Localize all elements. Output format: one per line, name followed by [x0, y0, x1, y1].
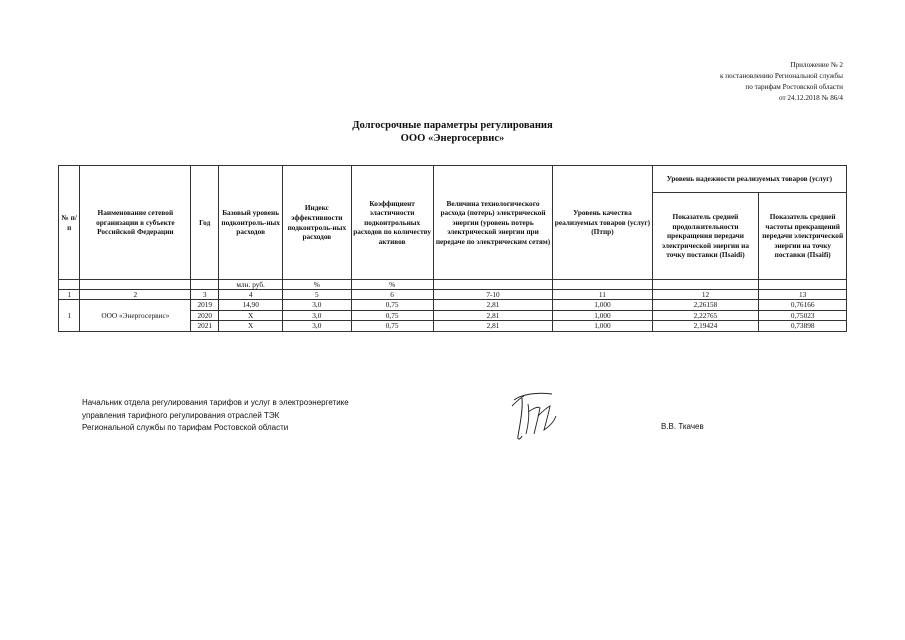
header-org: Наименование сетевой организации в субъекте Российской Федерации: [80, 166, 191, 280]
row-number: 1: [59, 300, 80, 332]
cell-saidi: 2,19424: [652, 321, 759, 332]
cell-losses: 2,81: [433, 321, 553, 332]
regulation-parameters-table: [58, 165, 847, 332]
position-line-2: управления тарифного регулирования отраслей ТЭК: [82, 410, 280, 420]
header-base-level: Базовый уровень подконтроль-ных расходов: [219, 166, 283, 280]
appendix-line-4: от 24.12.2018 № 86/4: [778, 94, 843, 102]
unit-base: млн. руб.: [219, 280, 283, 290]
cell-losses: 2,81: [433, 310, 553, 321]
cell-efficiency: 3,0: [283, 321, 351, 332]
appendix-reference: [583, 60, 843, 104]
col-number: 4: [219, 290, 283, 300]
col-number: 3: [191, 290, 219, 300]
cell-base: 14,90: [219, 300, 283, 311]
unit-efficiency: %: [283, 280, 351, 290]
cell-saifi: 0,76166: [759, 300, 847, 311]
header-saidi: Показатель средней продолжительности прекращения передачи электрической энергии на точку поставки (Пsaidi): [652, 193, 759, 280]
table-row: [59, 300, 847, 311]
cell-saidi: 2,22765: [652, 310, 759, 321]
header-quality: Уровень качества реализуемых товаров (услуг) (Птпр): [553, 166, 652, 280]
header-num: № п/п: [59, 166, 80, 280]
cell-losses: 2,81: [433, 300, 553, 311]
header-reliability: Уровень надежности реализуемых товаров (услуг): [652, 166, 846, 193]
header-year: Год: [191, 166, 219, 280]
unit-elasticity: %: [351, 280, 433, 290]
cell-year: 2021: [191, 321, 219, 332]
cell-elasticity: 0,75: [351, 310, 433, 321]
col-number: 2: [80, 290, 191, 300]
cell-efficiency: 3,0: [283, 310, 351, 321]
cell-saifi: 0,73898: [759, 321, 847, 332]
signatory-position: [82, 397, 349, 435]
appendix-line-3: по тарифам Ростовской области: [745, 83, 843, 91]
title-line-1: Долгосрочные параметры регулирования: [352, 120, 553, 131]
units-row: [59, 280, 847, 290]
cell-efficiency: 3,0: [283, 300, 351, 311]
title-line-2: ООО «Энергосервис»: [400, 133, 505, 144]
cell-saifi: 0,75023: [759, 310, 847, 321]
cell-year: 2020: [191, 310, 219, 321]
cell-quality: 1,000: [553, 310, 652, 321]
col-number: 7-10: [433, 290, 553, 300]
position-line-1: Начальник отдела регулирования тарифов и услуг в электроэнергетике: [82, 398, 349, 407]
position-line-3: Региональной службы по тарифам Ростовской области: [82, 423, 289, 432]
cell-quality: 1,000: [553, 321, 652, 332]
cell-year: 2019: [191, 300, 219, 311]
cell-elasticity: 0,75: [351, 300, 433, 311]
header-elasticity: Коэффициент эластичности подконтрольных расходов по количеству активов: [351, 166, 433, 280]
cell-elasticity: 0,75: [351, 321, 433, 332]
col-number: 11: [553, 290, 652, 300]
col-number: 1: [59, 290, 80, 300]
col-number: 12: [652, 290, 759, 300]
col-number: 6: [351, 290, 433, 300]
handwritten-signature: [508, 386, 560, 446]
header-efficiency-index: Индекс эффективности подконтроль-ных расходов: [283, 166, 351, 280]
cell-quality: 1,000: [553, 300, 652, 311]
cell-saidi: 2,26158: [652, 300, 759, 311]
column-numbers-row: [59, 290, 847, 300]
header-row-1: [59, 166, 847, 193]
organization-name: ООО «Энергосервис»: [80, 300, 191, 332]
signatory-name: В.В. Ткачев: [661, 422, 704, 431]
document-title: [0, 119, 905, 145]
cell-base: X: [219, 321, 283, 332]
cell-base: X: [219, 310, 283, 321]
header-saifi: Показатель средней частоты прекращений передачи электрической энергии на точку поставки (Пsaifi): [759, 193, 847, 280]
appendix-line-1: Приложение № 2: [790, 61, 843, 69]
header-losses: Величина технологического расхода (потерь) электрической энергии (уровень потерь электрической энергии при передаче по электрическим сетям): [433, 166, 553, 280]
col-number: 5: [283, 290, 351, 300]
col-number: 13: [759, 290, 847, 300]
appendix-line-2: к постановлению Региональной службы: [719, 72, 843, 80]
